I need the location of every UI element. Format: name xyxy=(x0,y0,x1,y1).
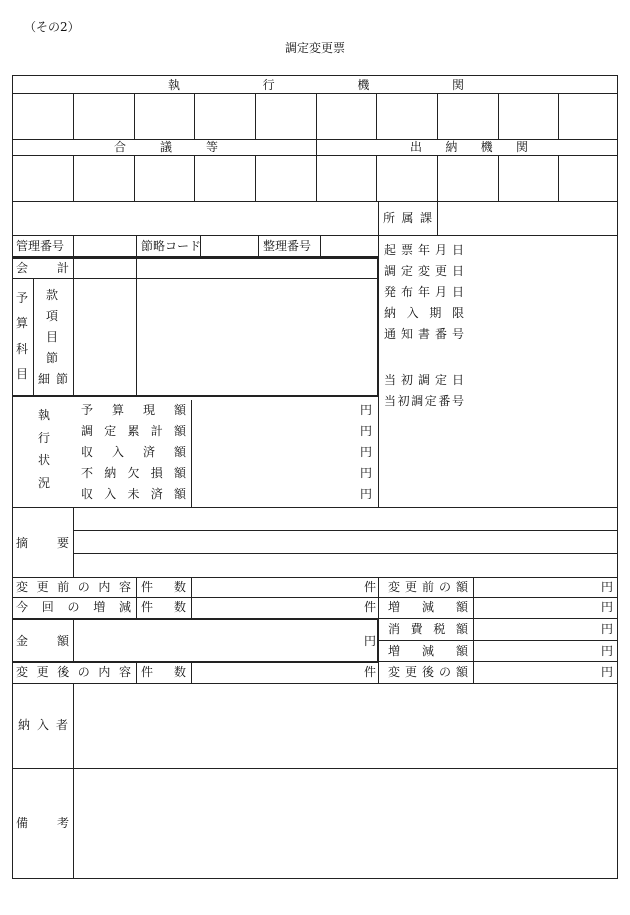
status-unit-2: 円 xyxy=(360,424,373,438)
status-unit-4: 円 xyxy=(360,466,373,480)
count-unit-1: 件 xyxy=(364,580,377,594)
status-row-2: 調 定 累 計 額 xyxy=(81,424,186,438)
status-unit-1: 円 xyxy=(360,403,373,417)
status-row-1: 予 算 現 額 xyxy=(81,403,186,417)
increase-decrease-label-2: 増 減 額 xyxy=(388,644,468,658)
kihyo-date-label: 起 票 年 月 日 xyxy=(384,243,464,257)
execution-status-label: 執 行 状 況 xyxy=(37,408,50,490)
setsu-label: 節 xyxy=(46,351,59,365)
yosan-kamoku-label: 予 算 科 目 xyxy=(15,291,28,381)
status-unit-3: 円 xyxy=(360,445,373,459)
dept-label: 所 属 課 xyxy=(383,211,432,225)
increase-decrease-label-1: 増 減 額 xyxy=(388,600,468,614)
cashier-org-header: 出 納 機 関 xyxy=(410,140,528,154)
status-unit-5: 円 xyxy=(360,487,373,501)
ref-no-label: 整理番号 xyxy=(263,239,312,253)
summary-label: 摘 要 xyxy=(16,536,69,550)
kou-label: 款 xyxy=(46,288,59,302)
before-content-label: 変 更 前 の 内 容 xyxy=(16,580,131,594)
status-row-3: 収 入 済 額 xyxy=(81,445,186,459)
moku-label: 目 xyxy=(46,330,59,344)
increase-decrease-yen-2: 円 xyxy=(601,644,614,658)
consumption-tax-yen: 円 xyxy=(601,622,614,636)
consumption-tax-label: 消 費 税 額 xyxy=(388,622,468,636)
count-label-3: 件 数 xyxy=(141,665,186,679)
executing-org-header: 執 行 機 関 xyxy=(168,78,464,92)
nonyu-kigen-label: 納 入 期 限 xyxy=(384,306,464,320)
kou-item-label: 項 xyxy=(46,309,59,323)
toshochotei-no-label: 当 初 調 定 番 号 xyxy=(384,394,464,408)
status-row-4: 不 納 欠 損 額 xyxy=(81,466,186,480)
this-change-label: 今 回 の 増 減 xyxy=(16,600,131,614)
after-amount-label: 変 更 後 の 額 xyxy=(388,665,468,679)
payer-label: 納 入 者 xyxy=(18,718,68,732)
count-label-1: 件 数 xyxy=(141,580,186,594)
page-label: （その2） xyxy=(24,20,80,34)
council-header: 合 議 等 xyxy=(114,140,218,154)
after-content-label: 変 更 後 の 内 容 xyxy=(16,665,131,679)
increase-decrease-yen-1: 円 xyxy=(601,600,614,614)
count-unit-2: 件 xyxy=(364,600,377,614)
saisetsu-label: 細 節 xyxy=(38,372,68,386)
happu-date-label: 発 布 年 月 日 xyxy=(384,285,464,299)
amount-label: 金 額 xyxy=(16,634,69,648)
after-amount-yen: 円 xyxy=(601,665,614,679)
management-no-label: 管理番号 xyxy=(16,239,65,253)
kaikei-label: 会 計 xyxy=(16,261,69,275)
remarks-label: 備 考 xyxy=(16,816,69,830)
chotei-henko-date-label: 調 定 変 更 日 xyxy=(384,264,464,278)
count-unit-3: 件 xyxy=(364,665,377,679)
before-amount-yen: 円 xyxy=(601,580,614,594)
form-title: 調定変更票 xyxy=(285,41,346,55)
tsuchisho-no-label: 通 知 書 番 号 xyxy=(384,327,464,341)
before-amount-label: 変 更 前 の 額 xyxy=(388,580,468,594)
amount-yen: 円 xyxy=(364,634,377,648)
count-label-2: 件 数 xyxy=(141,600,186,614)
toshochotei-date-label: 当 初 調 定 日 xyxy=(384,373,464,387)
status-row-5: 収 入 未 済 額 xyxy=(81,487,186,501)
abbr-code-label: 節略コード xyxy=(141,239,202,253)
